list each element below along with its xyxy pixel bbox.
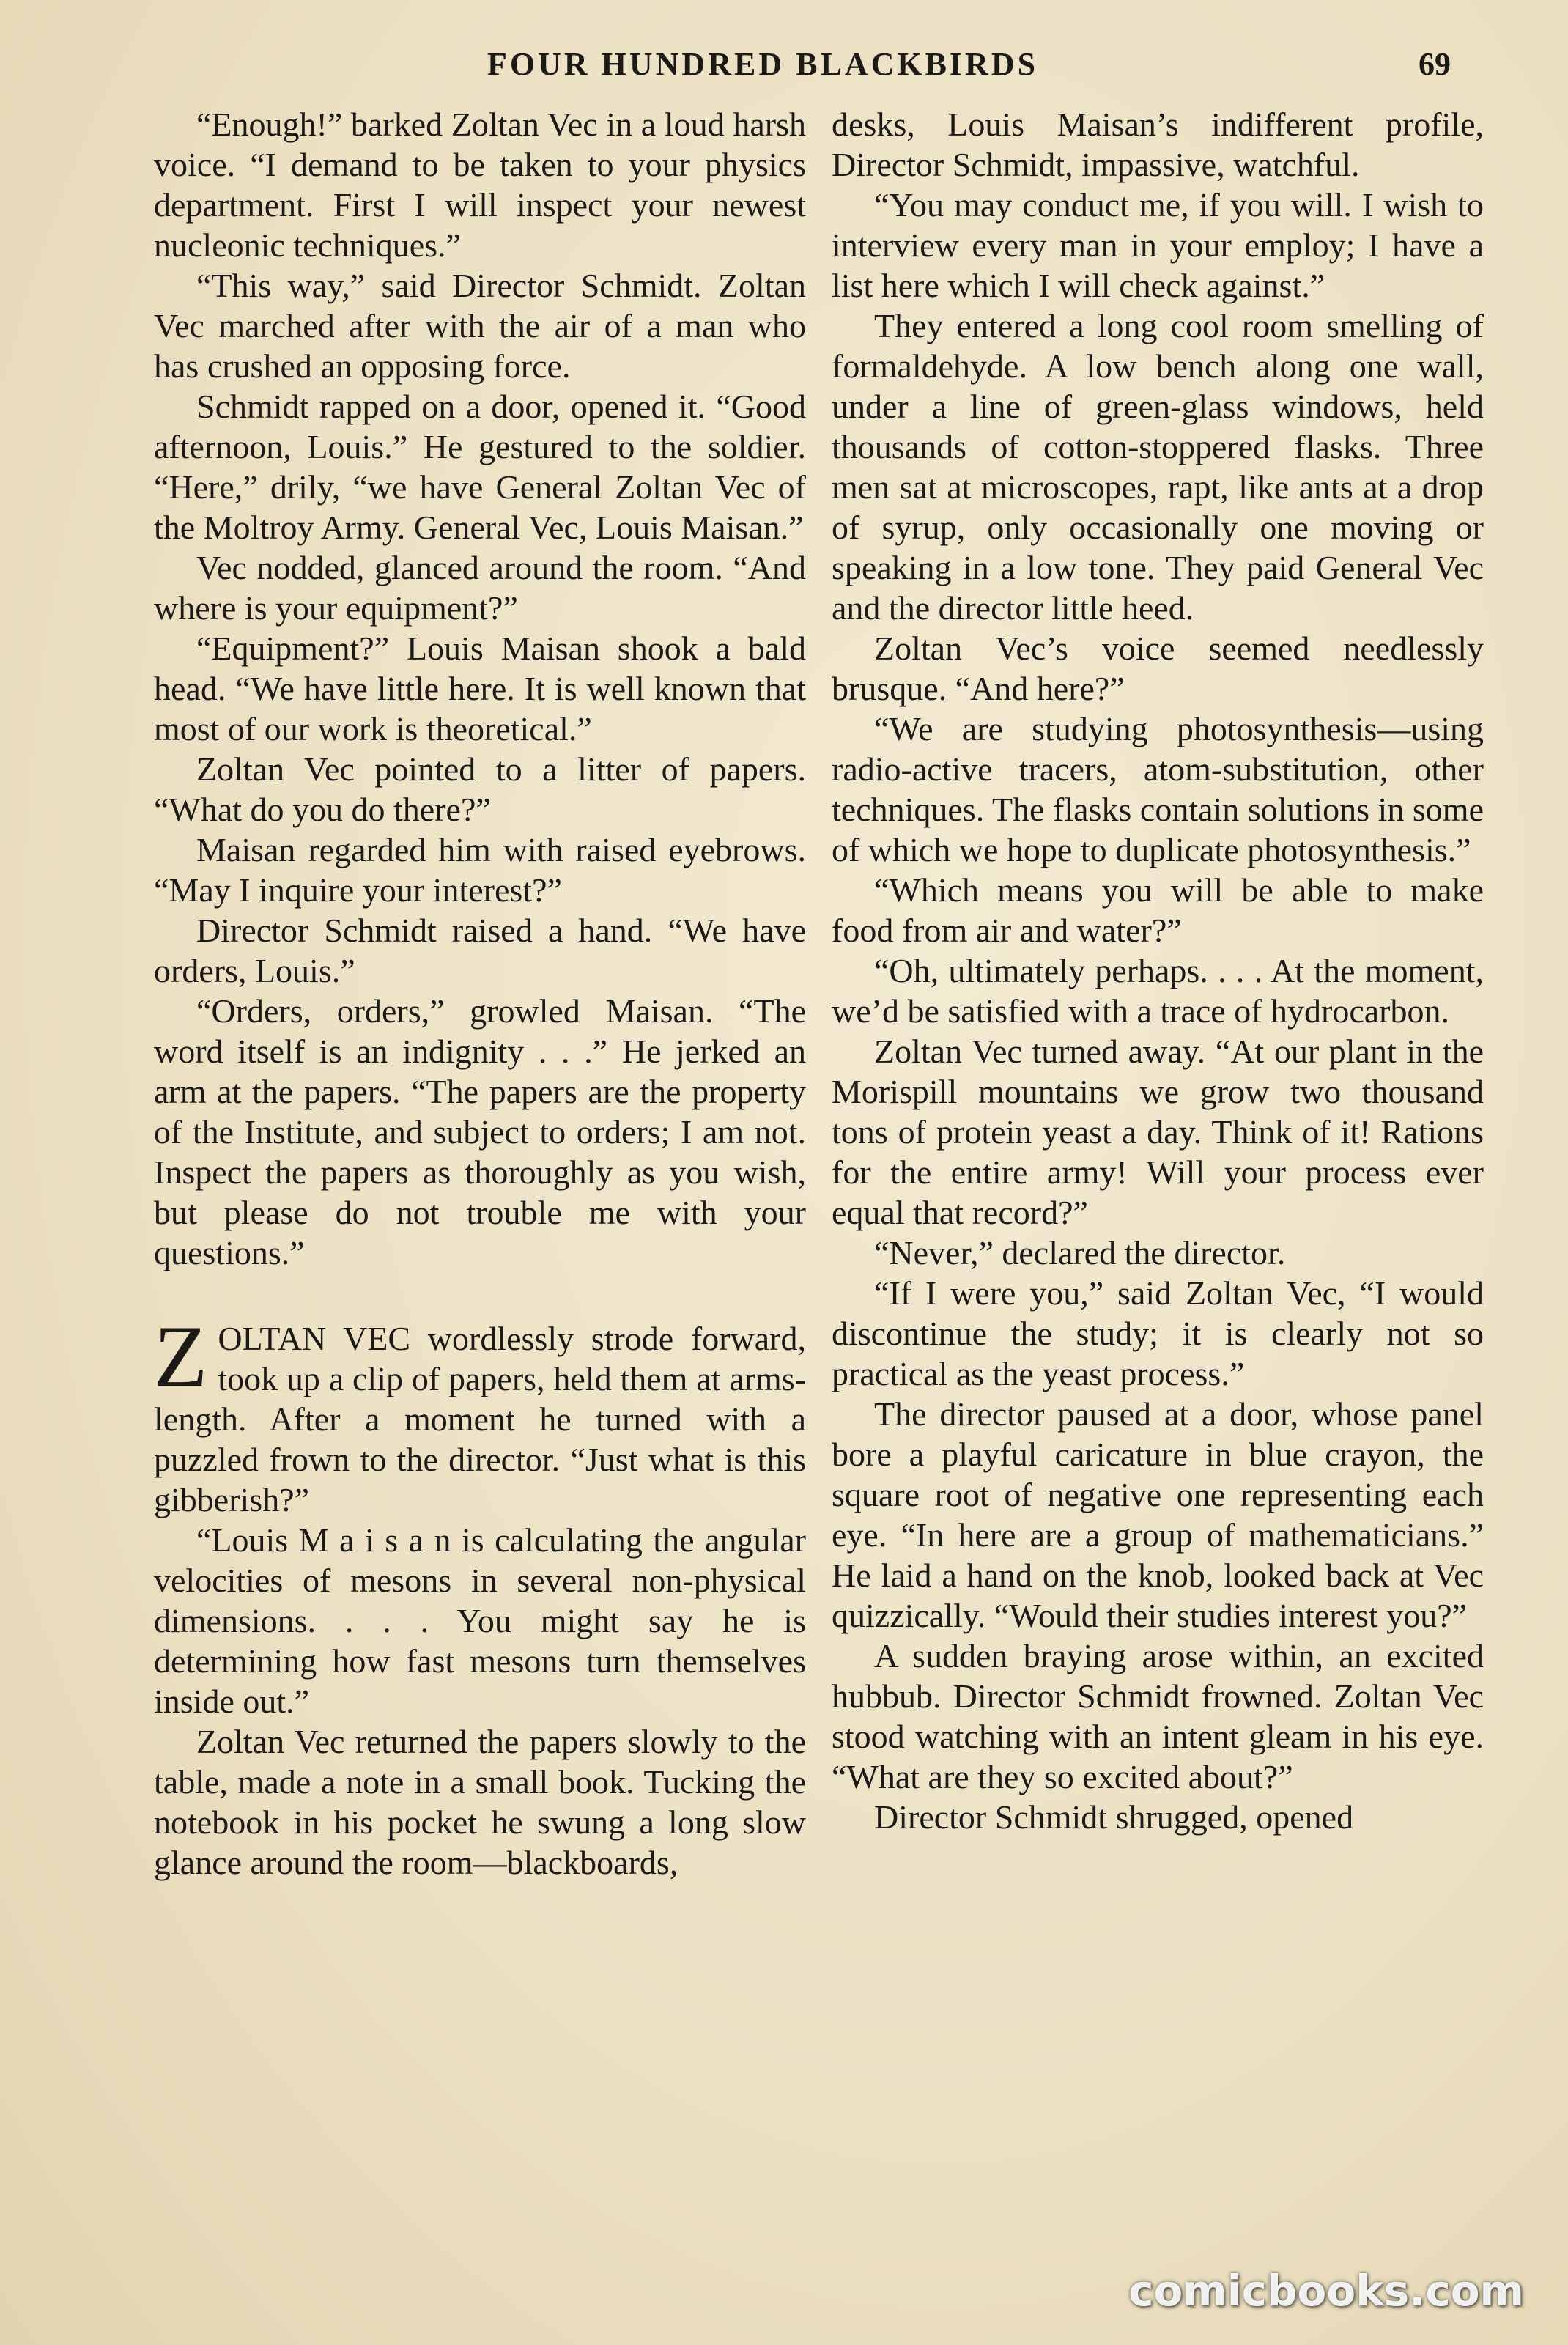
section-opening-paragraph (154, 1307, 806, 1520)
paragraph-continuation: desks, Louis Maisan’s indifferent profile, Director Schmidt, impassive, watchful. (832, 106, 1484, 183)
paragraph: “Equipment?” Louis Maisan shook a bald head. “We have little here. It is well known that most of our work is theoretical.” (154, 629, 806, 747)
paragraph: Schmidt rapped on a door, opened it. “Good afternoon, Louis.” He gestured to the soldier. “Here,” drily, “we have General Zoltan Vec of the Moltroy Army. General Vec, Louis Maisan.” (154, 388, 806, 546)
paragraph: “We are studying photosynthesis—using radio-active tracers, atom-substitution, other techniques. The flasks contain solutions in some of which we hope to duplicate photosynthesis.” (832, 710, 1484, 868)
paragraph: Zoltan Vec pointed to a litter of papers. “What do you do there?” (154, 750, 806, 828)
drop-cap: Z (154, 1307, 208, 1405)
paragraph: Maisan regarded him with raised eyebrows. “May I inquire your interest?” (154, 831, 806, 909)
paragraph: Zoltan Vec turned away. “At our plant in the Morispill mountains we grow two thousand tons of protein yeast a day. Think of it! Rations for the entire army! Will your process ever equal that record?” (832, 1033, 1484, 1231)
paragraph: “Never,” declared the director. (874, 1234, 1286, 1271)
paragraph: Vec nodded, glanced around the room. “And where is your equipment?” (154, 549, 806, 627)
paragraph: A sudden braying arose within, an excited hubbub. Director Schmidt frowned. Zoltan Vec stood watching with an intent gleam in his eye. “What are they so excited about?” (832, 1637, 1484, 1795)
paragraph: “This way,” said Director Schmidt. Zoltan Vec marched after with the air of a man who has crushed an opposing force. (154, 267, 806, 385)
paragraph: Director Schmidt raised a hand. “We have orders, Louis.” (154, 912, 806, 989)
left-column (154, 104, 806, 1883)
paragraph: Zoltan Vec returned the papers slowly to the table, made a note in a small book. Tucking the notebook in his pocket he swung a long slow glance around the room—blackboards, (154, 1723, 806, 1881)
paragraph: “You may conduct me, if you will. I wish to interview every man in your employ; I have a list here which I will check against.” (832, 186, 1484, 304)
paragraph: “Louis M a i s a n is calculating the angular velocities of mesons in several non-physical dimensions. . . . You might say he is determining how fast mesons turn themselves inside out.” (154, 1521, 806, 1720)
watermark: comicbooks.com (1128, 2266, 1524, 2316)
paragraph: “Orders, orders,” growled Maisan. “The word itself is an indignity . . .” He jerked an arm at the papers. “The papers are the property of the Institute, and subject to orders; I am not. Inspect the papers as thoroughly as you wish, but please do not trouble me with your questions.” (154, 992, 806, 1271)
paragraph: Director Schmidt shrugged, opened (874, 1798, 1354, 1836)
paragraph: “Oh, ultimately perhaps. . . . At the moment, we’d be satisfied with a trace of hydrocarbon. (832, 952, 1484, 1030)
paragraph: “If I were you,” said Zoltan Vec, “I would discontinue the study; it is clearly not so practical as the yeast process.” (832, 1274, 1484, 1392)
running-head (147, 45, 1480, 89)
paragraph: The director paused at a door, whose panel bore a playful caricature in blue crayon, the square root of negative one representing each eye. “In here are a group of mathematicians.” He laid a hand on the knob, looked back at Vec quizzically. “Would their studies interest you?” (832, 1395, 1484, 1634)
page-number: 69 (1419, 46, 1451, 82)
paragraph: “Which means you will be able to make food from air and water?” (832, 871, 1484, 949)
paragraph: Zoltan Vec’s voice seemed needlessly brusque. “And here?” (832, 629, 1484, 707)
right-column (832, 104, 1484, 1837)
paragraph: “Enough!” barked Zoltan Vec in a loud harsh voice. “I demand to be taken to your physics department. First I will inspect your newest nucleonic techniques.” (154, 106, 806, 264)
paragraph: They entered a long cool room smelling of formaldehyde. A low bench along one wall, under a line of green-glass windows, held thousands of cotton-stoppered flasks. Three men sat at microscopes, rapt, like ants at a drop of syrup, only occasionally one moving or speaking in a low tone. They paid General Vec and the director little heed. (832, 307, 1484, 627)
section-opening-text: OLTAN VEC wordlessly strode forward, took up a clip of papers, held them at arms-length. After a moment he turned with a puzzled frown to the director. “Just what is this gibberish?” (154, 1320, 806, 1518)
running-title: FOUR HUNDRED BLACKBIRDS (487, 46, 1039, 82)
